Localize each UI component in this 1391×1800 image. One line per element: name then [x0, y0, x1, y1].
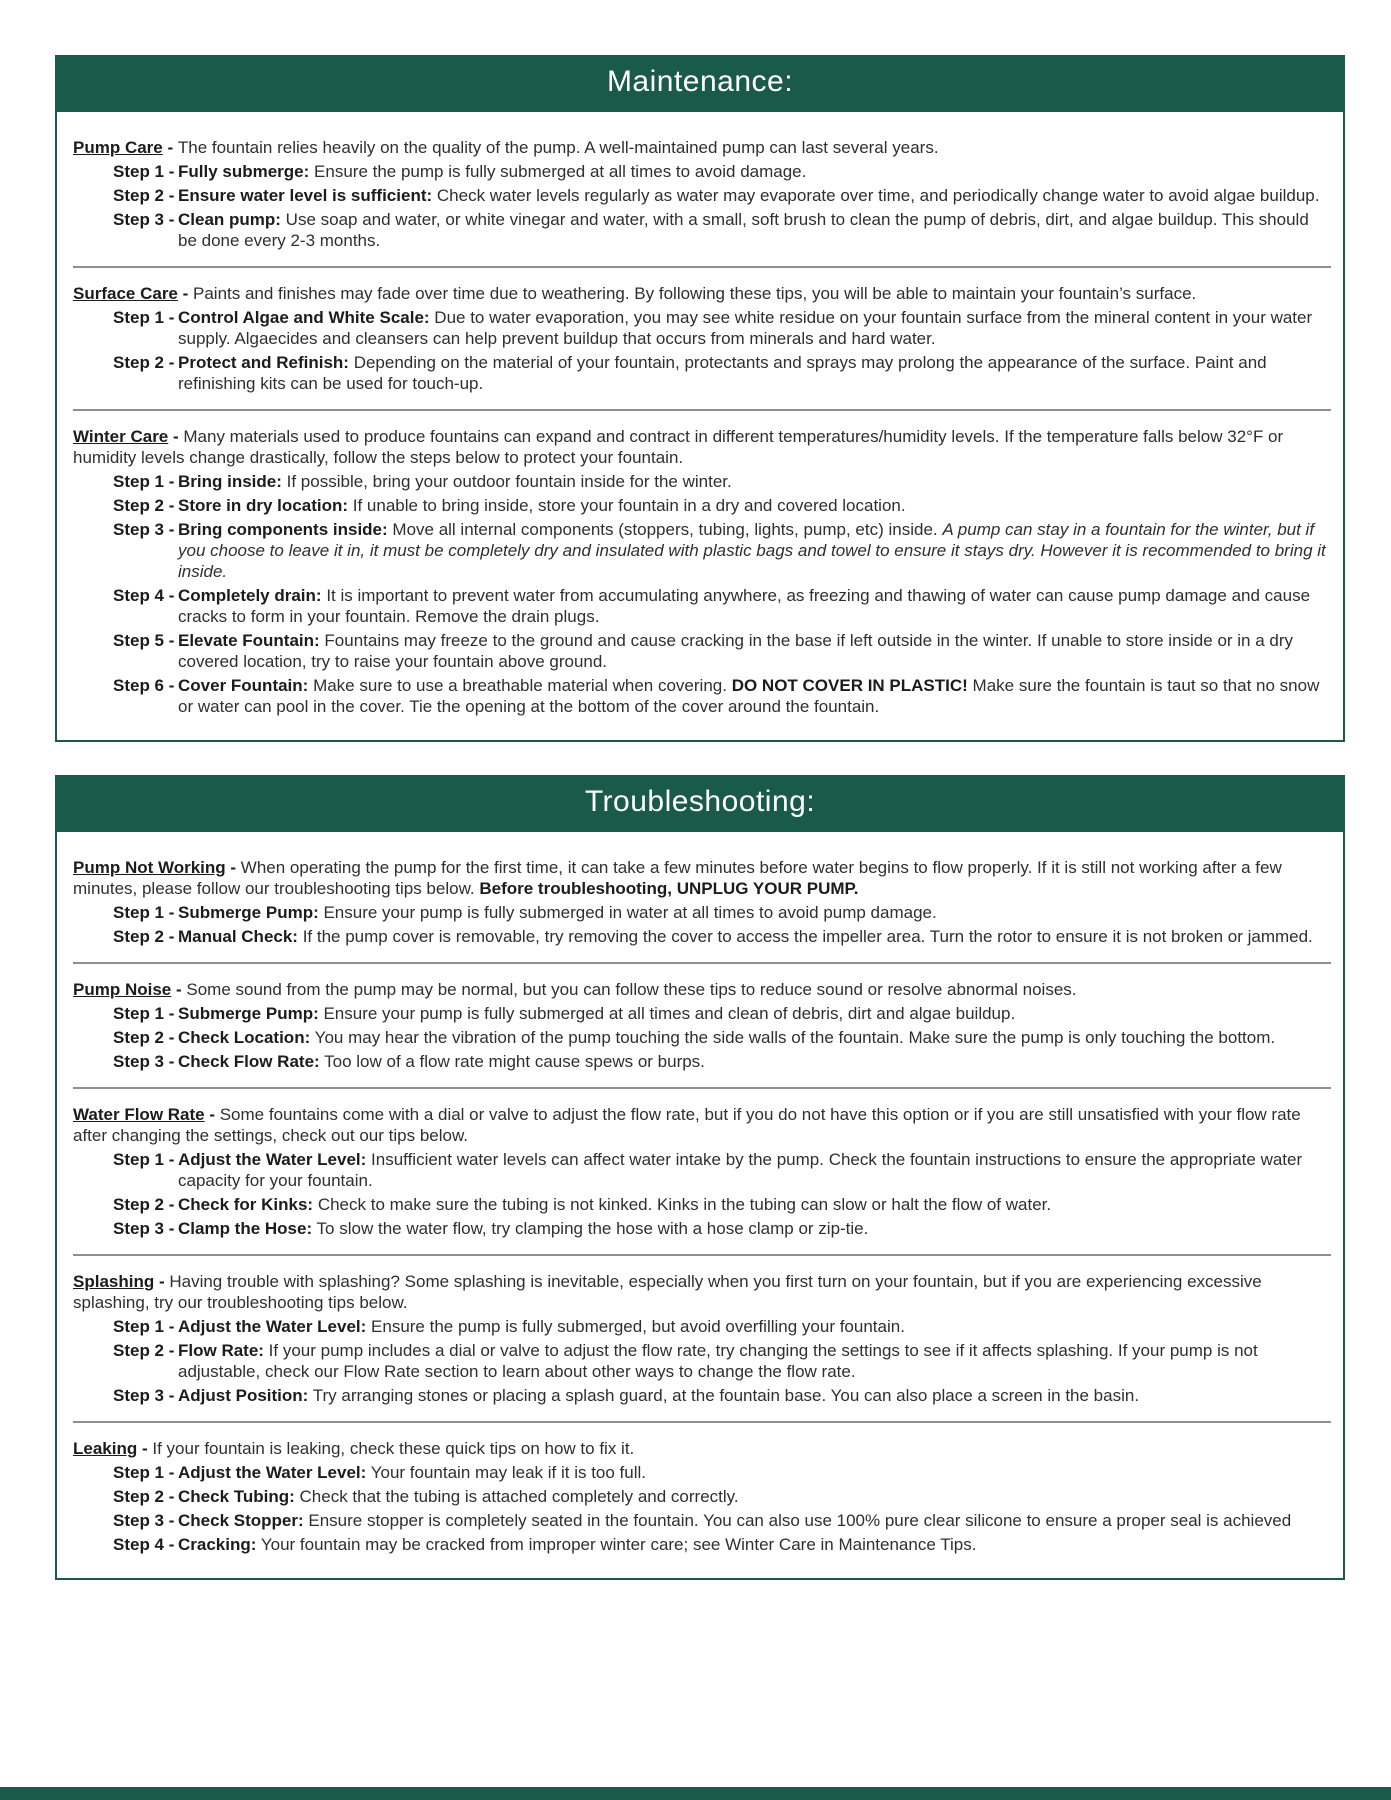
step-item	[73, 585, 1331, 627]
section-heading: Water Flow Rate	[73, 1105, 205, 1124]
section-heading: Winter Care	[73, 427, 169, 446]
text-run: Ensure stopper is completely seated in the fountain. You can also use 100% pure clear silicone to ensure a proper seal is achieved	[303, 1511, 1292, 1530]
text-run: Depending on the material of your fountain, protectants and sprays may prolong the appearance of the surface. Paint and refinishing kits can be used for touch-up.	[178, 353, 1267, 393]
text-run: Store in dry location:	[178, 496, 349, 515]
text-run: Flow Rate:	[178, 1341, 264, 1360]
text-run: Too low of a flow rate might cause spews or burps.	[319, 1052, 705, 1071]
step-item	[73, 902, 1331, 923]
text-run: Insufficient water levels can affect water intake by the pump. Check the fountain instructions to ensure the appropriate water capacity for your fountain.	[178, 1150, 1303, 1190]
box-title: Troubleshooting:	[584, 785, 816, 818]
section-intro	[73, 979, 1331, 1000]
step-label: Step 3 -	[113, 210, 175, 229]
section-divider	[73, 1087, 1331, 1089]
content-box	[55, 55, 1345, 742]
step-item	[73, 630, 1331, 672]
text-run: A pump can stay in a fountain for the winter, but if you choose to leave it in, it must be completely dry and insulated with plastic bags and towel to ensure it stays dry. However it is recommended to bring it inside.	[178, 520, 1326, 581]
box-title: Maintenance:	[606, 65, 794, 98]
text-run: Fully submerge:	[178, 162, 310, 181]
section-heading: Surface Care	[73, 284, 178, 303]
section-divider	[73, 266, 1331, 268]
heading-separator: -	[225, 858, 241, 877]
text-run: Your fountain may leak if it is too full.	[366, 1463, 647, 1482]
step-label: Step 1 -	[113, 1317, 175, 1336]
step-label: Step 1 -	[113, 308, 175, 327]
section-divider	[73, 1254, 1331, 1256]
text-run: It is important to prevent water from accumulating anywhere, as freezing and thawing of water can cause pump damage and cause cracks to form in your fountain. Remove the drain plugs.	[178, 586, 1311, 626]
step-label: Step 2 -	[113, 927, 175, 946]
content-box	[55, 775, 1345, 1580]
text-run: Ensure your pump is fully submerged at all times and clean of debris, dirt and algae buildup.	[318, 1004, 1016, 1023]
text-run: Try arranging stones or placing a splash guard, at the fountain base. You can also place a screen in the basin.	[308, 1386, 1140, 1405]
text-run: Ensure the pump is fully submerged, but avoid overfilling your fountain.	[366, 1317, 905, 1336]
text-run: Check to make sure the tubing is not kinked. Kinks in the tubing can slow or halt the flow of water.	[313, 1195, 1052, 1214]
heading-separator: -	[177, 284, 193, 303]
text-run: Control Algae and White Scale:	[178, 308, 430, 327]
section-intro	[73, 1271, 1331, 1313]
text-run: Manual Check:	[178, 927, 298, 946]
box-header	[57, 57, 1343, 112]
step-item	[73, 1316, 1331, 1337]
text-run: The fountain relies heavily on the quality of the pump. A well-maintained pump can last several years.	[177, 138, 939, 157]
step-label: Step 2 -	[113, 496, 175, 515]
text-run: Clean pump:	[178, 210, 281, 229]
step-label: Step 1 -	[113, 1004, 175, 1023]
text-run: To slow the water flow, try clamping the hose with a hose clamp or zip-tie.	[312, 1219, 869, 1238]
text-run: Adjust the Water Level:	[178, 1463, 367, 1482]
text-run: Bring components inside:	[178, 520, 388, 539]
box-body	[57, 112, 1343, 740]
section-intro	[73, 857, 1331, 899]
step-label: Step 2 -	[113, 186, 175, 205]
step-item	[73, 1149, 1331, 1191]
text-run: Some fountains come with a dial or valve to adjust the flow rate, but if you do not have this option or if you are still unsatisfied with your flow rate after changing the settings, check out our tips below.	[73, 1105, 1301, 1145]
section-intro	[73, 283, 1331, 304]
text-run: Many materials used to produce fountains can expand and contract in different temperatures/humidity levels. If the temperature falls below 32°F or humidity levels change drastically, follow the steps below to protect your fountain.	[73, 427, 1284, 467]
text-run: Check Tubing:	[178, 1487, 295, 1506]
step-item	[73, 209, 1331, 251]
step-label: Step 2 -	[113, 1028, 175, 1047]
step-item	[73, 1510, 1331, 1531]
text-run: Paints and finishes may fade over time due to weathering. By following these tips, you will be able to maintain your fountain’s surface.	[193, 284, 1197, 303]
text-run: Completely drain:	[178, 586, 322, 605]
text-run: Fountains may freeze to the ground and cause cracking in the base if left outside in the winter. If unable to store inside or in a dry covered location, try to raise your fountain above ground.	[178, 631, 1294, 671]
text-run: Check Location:	[178, 1028, 311, 1047]
section-heading: Pump Care	[73, 138, 163, 157]
section-divider	[73, 409, 1331, 411]
step-item	[73, 519, 1331, 582]
text-run: Ensure the pump is fully submerged at all times to avoid damage.	[309, 162, 807, 181]
step-item	[73, 471, 1331, 492]
text-run: Protect and Refinish:	[178, 353, 349, 372]
text-run: Submerge Pump:	[178, 903, 319, 922]
text-run: Move all internal components (stoppers, tubing, lights, pump, etc) inside.	[387, 520, 943, 539]
step-item	[73, 185, 1331, 206]
step-item	[73, 1051, 1331, 1072]
step-label: Step 1 -	[113, 472, 175, 491]
heading-separator: -	[137, 1439, 153, 1458]
section-heading: Pump Not Working	[73, 858, 226, 877]
text-run: Check for Kinks:	[178, 1195, 314, 1214]
footer-bar	[0, 1787, 1391, 1800]
text-run: If the pump cover is removable, try removing the cover to access the impeller area. Turn the rotor to ensure it is not broken or jammed.	[297, 927, 1313, 946]
step-label: Step 6 -	[113, 676, 175, 695]
step-item	[73, 1486, 1331, 1507]
heading-separator: -	[171, 980, 187, 999]
section-intro	[73, 426, 1331, 468]
section-intro	[73, 137, 1331, 158]
text-run: Check Flow Rate:	[178, 1052, 320, 1071]
text-run: Due to water evaporation, you may see white residue on your fountain surface from the mineral content in your water supply. Algaecides and cleansers can help prevent buildup that occurs from minerals and hard water.	[178, 308, 1313, 348]
section-heading: Leaking	[73, 1439, 138, 1458]
step-item	[73, 1462, 1331, 1483]
step-label: Step 4 -	[113, 586, 175, 605]
section-intro	[73, 1104, 1331, 1146]
text-run: Adjust Position:	[178, 1386, 309, 1405]
step-label: Step 2 -	[113, 1195, 175, 1214]
step-item	[73, 1003, 1331, 1024]
step-item	[73, 1194, 1331, 1215]
step-item	[73, 307, 1331, 349]
section-divider	[73, 962, 1331, 964]
step-item	[73, 1385, 1331, 1406]
heading-separator: -	[162, 138, 178, 157]
text-run: DO NOT COVER IN PLASTIC!	[731, 676, 968, 695]
text-run: When operating the pump for the first time, it can take a few minutes before water begins to flow properly. If it is still not working after a few minutes, please follow our troubleshooting tips below.	[73, 858, 1282, 898]
text-run: Cracking:	[178, 1535, 257, 1554]
text-run: Elevate Fountain:	[178, 631, 320, 650]
step-label: Step 4 -	[113, 1535, 175, 1554]
step-item	[73, 675, 1331, 717]
text-run: Bring inside:	[178, 472, 282, 491]
step-item	[73, 352, 1331, 394]
step-label: Step 1 -	[113, 1150, 175, 1169]
step-label: Step 1 -	[113, 903, 175, 922]
text-run: Your fountain may be cracked from improper winter care; see Winter Care in Maintenance Tips.	[256, 1535, 977, 1554]
text-run: Check water levels regularly as water may evaporate over time, and periodically change water to avoid algae buildup.	[432, 186, 1320, 205]
step-label: Step 2 -	[113, 1487, 175, 1506]
text-run: Cover Fountain:	[178, 676, 309, 695]
section-heading: Splashing	[73, 1272, 155, 1291]
text-run: If unable to bring inside, store your fountain in a dry and covered location.	[348, 496, 906, 515]
text-run: Adjust the Water Level:	[178, 1317, 367, 1336]
text-run: If your pump includes a dial or valve to adjust the flow rate, try changing the settings to see if it affects splashing. If your pump is not adjustable, check our Flow Rate section to learn about other ways to change the flow rate.	[178, 1341, 1258, 1381]
section-divider	[73, 1421, 1331, 1423]
text-run: Use soap and water, or white vinegar and water, with a small, soft brush to clean the pump of debris, dirt, and algae buildup. This should be done every 2-3 months.	[178, 210, 1309, 250]
section-intro	[73, 1438, 1331, 1459]
heading-separator: -	[204, 1105, 220, 1124]
heading-separator: -	[154, 1272, 170, 1291]
step-item	[73, 1027, 1331, 1048]
step-item	[73, 1534, 1331, 1555]
heading-separator: -	[168, 427, 184, 446]
text-run: Some sound from the pump may be normal, but you can follow these tips to reduce sound or resolve abnormal noises.	[186, 980, 1077, 999]
step-label: Step 3 -	[113, 1511, 175, 1530]
step-item	[73, 1218, 1331, 1239]
text-run: Adjust the Water Level:	[178, 1150, 367, 1169]
step-label: Step 1 -	[113, 1463, 175, 1482]
text-run: If possible, bring your outdoor fountain inside for the winter.	[281, 472, 732, 491]
step-label: Step 2 -	[113, 353, 175, 372]
text-run: Clamp the Hose:	[178, 1219, 313, 1238]
text-run: Ensure water level is sufficient:	[178, 186, 433, 205]
step-item	[73, 1340, 1331, 1382]
text-run: Check Stopper:	[178, 1511, 304, 1530]
step-item	[73, 495, 1331, 516]
step-label: Step 3 -	[113, 1052, 175, 1071]
box-header	[57, 777, 1343, 832]
text-run: Having trouble with splashing? Some splashing is inevitable, especially when you first turn on your fountain, but if you are experiencing excessive splashing, try our troubleshooting tips below.	[73, 1272, 1262, 1312]
box-body	[57, 832, 1343, 1578]
text-run: If your fountain is leaking, check these quick tips on how to fix it.	[152, 1439, 635, 1458]
section-heading: Pump Noise	[73, 980, 172, 999]
step-item	[73, 926, 1331, 947]
step-label: Step 3 -	[113, 1386, 175, 1405]
step-label: Step 1 -	[113, 162, 175, 181]
text-run: You may hear the vibration of the pump touching the side walls of the fountain. Make sure the pump is only touching the bottom.	[310, 1028, 1276, 1047]
text-run: Make sure to use a breathable material when covering.	[308, 676, 732, 695]
step-label: Step 5 -	[113, 631, 175, 650]
step-label: Step 2 -	[113, 1341, 175, 1360]
text-run: Submerge Pump:	[178, 1004, 319, 1023]
step-label: Step 3 -	[113, 1219, 175, 1238]
text-run: Make sure the fountain is taut so that no snow or water can pool in the cover. Tie the opening at the bottom of the cover around the fountain.	[178, 676, 1320, 716]
text-run: Ensure your pump is fully submerged in water at all times to avoid pump damage.	[318, 903, 937, 922]
step-label: Step 3 -	[113, 520, 175, 539]
text-run: Check that the tubing is attached completely and correctly.	[294, 1487, 739, 1506]
text-run: Before troubleshooting, UNPLUG YOUR PUMP.	[479, 879, 859, 898]
step-item	[73, 161, 1331, 182]
